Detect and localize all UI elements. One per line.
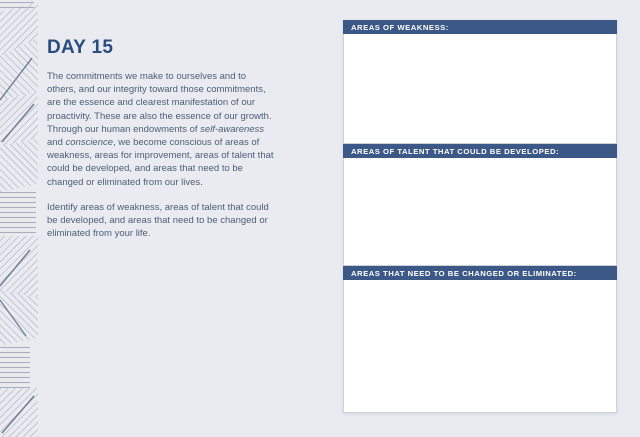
- talent-write-area[interactable]: [343, 158, 617, 266]
- section-header-weakness-label: AREAS OF WEAKNESS:: [351, 22, 449, 32]
- weakness-write-area[interactable]: [343, 34, 617, 144]
- intro-text-2: and: [47, 137, 66, 149]
- page-title: DAY 15: [47, 37, 114, 58]
- instruction-paragraph: Identify areas of weakness, areas of talent that could be developed, and areas that need to be changed or eliminated from your life.: [47, 201, 269, 240]
- changed-write-area[interactable]: [343, 280, 617, 413]
- worksheet-panel: [343, 20, 617, 413]
- section-header-weakness: [343, 20, 617, 34]
- section-header-changed-label: AREAS THAT NEED TO BE CHANGED OR ELIMINATED:: [351, 268, 577, 278]
- intro-text-1: The commitments we make to ourselves and to others, and our integrity toward those commitments, are the essence and clearest manifestation of our proactivity. These are also the essence of our growth. Through our human endowments of: [47, 71, 272, 135]
- intro-paragraph: [47, 70, 277, 189]
- section-talent-developed: [343, 144, 617, 266]
- section-header-changed: [343, 266, 617, 280]
- intro-italic-self-awareness: self-awareness: [200, 123, 265, 135]
- section-header-talent: [343, 144, 617, 158]
- day-intro-column: [47, 37, 289, 252]
- section-areas-of-weakness: [343, 20, 617, 144]
- section-header-talent-label: AREAS OF TALENT THAT COULD BE DEVELOPED:: [351, 146, 560, 156]
- intro-italic-conscience: conscience: [65, 137, 114, 149]
- intro-text-3: , we become conscious of areas of weakness, areas for improvement, areas of talent that could be developed, and areas that need to be changed or eliminated from our lives.: [47, 137, 274, 188]
- section-changed-eliminated: [343, 266, 617, 413]
- decorative-line-pattern: [0, 0, 40, 437]
